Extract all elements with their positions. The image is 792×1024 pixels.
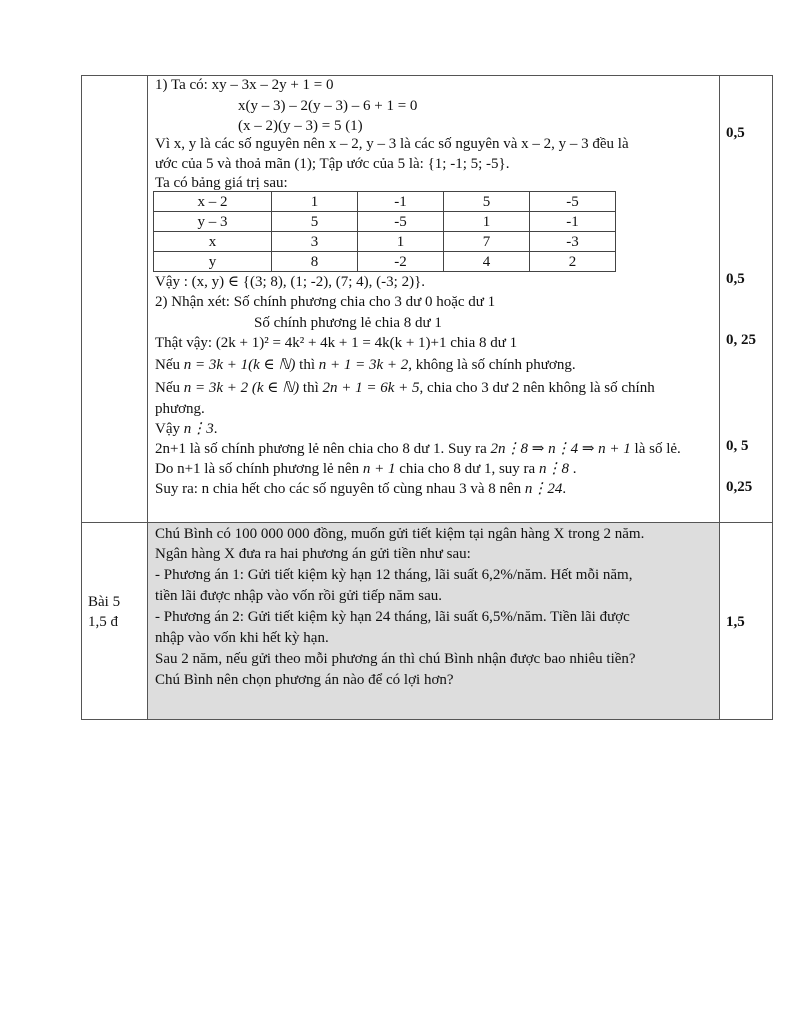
p2-line3: Thật vậy: (2k + 1)² = 4k² + 4k + 1 = 4k(k + 1)+1 chia 8 dư 1 — [155, 335, 518, 351]
table-row — [154, 212, 616, 232]
score-item: 0, 5 — [726, 438, 749, 454]
bai5-line: - Phương án 1: Gửi tiết kiệm kỳ hạn 12 tháng, lãi suất 6,2%/năm. Hết mỗi năm, — [155, 567, 633, 583]
bai5-points: 1,5 đ — [88, 614, 118, 630]
p1-line4: Vì x, y là các số nguyên nên x – 2, y – 3 là các số nguyên và x – 2, y – 3 đều là — [155, 136, 629, 152]
table-cell: 1 — [358, 232, 444, 252]
score-item: 0, 25 — [726, 332, 756, 348]
p1-line6: Ta có bảng giá trị sau: — [155, 175, 288, 191]
bai5-line: Ngân hàng X đưa ra hai phương án gửi tiền như sau: — [155, 546, 471, 562]
p1-conclusion: Vậy : (x, y) ∈ {(3; 8), (1; -2), (7; 4), (-3; 2)}. — [155, 274, 426, 290]
p2-line1: 2) Nhận xét: Số chính phương chia cho 3 dư 0 hoặc dư 1 — [155, 294, 496, 310]
bai5-line: - Phương án 2: Gửi tiết kiệm kỳ hạn 24 tháng, lãi suất 6,5%/năm. Tiền lãi được — [155, 609, 630, 625]
column-divider-1 — [147, 76, 148, 719]
table-cell: 1 — [444, 212, 530, 232]
bai5-label: Bài 5 — [88, 594, 121, 610]
table-cell: 5 — [444, 192, 530, 212]
row-divider — [82, 522, 772, 523]
p2-line2: Số chính phương lẻ chia 8 dư 1 — [254, 315, 442, 331]
p1-line2: x(y – 3) – 2(y – 3) – 6 + 1 = 0 — [238, 98, 418, 114]
p2-line4: Nếu n = 3k + 1(k ∈ ℕ) thì n + 1 = 3k + 2, không là số chính phương. — [155, 357, 576, 373]
p1-line5: ước của 5 và thoả mãn (1); Tập ước của 5 là: {1; -1; 5; -5}. — [155, 156, 510, 172]
column-divider-2 — [719, 76, 720, 719]
p2-line8: 2n+1 là số chính phương lẻ nên chia cho 8 dư 1. Suy ra 2n⋮8 ⇒ n⋮4 ⇒ n + 1 là số lẻ. — [155, 441, 681, 457]
table-row — [154, 252, 616, 272]
table-cell: -1 — [530, 212, 616, 232]
table-cell: x – 2 — [154, 192, 272, 212]
p2-line9: Do n+1 là số chính phương lẻ nên n + 1 chia cho 8 dư 1, suy ra n⋮8 . — [155, 461, 577, 477]
table-cell: 1 — [272, 192, 358, 212]
p1-line3: (x – 2)(y – 3) = 5 (1) — [238, 118, 363, 134]
bai5-score: 1,5 — [726, 614, 745, 630]
table-cell: -3 — [530, 232, 616, 252]
bai5-line: Sau 2 năm, nếu gửi theo mỗi phương án thì chú Bình nhận được bao nhiêu tiền? — [155, 651, 636, 667]
table-cell: y – 3 — [154, 212, 272, 232]
p2-line6: phương. — [155, 401, 205, 417]
value-table — [153, 191, 616, 272]
table-row — [154, 232, 616, 252]
table-cell: 2 — [530, 252, 616, 272]
bai5-line: Chú Bình có 100 000 000 đồng, muốn gửi tiết kiệm tại ngân hàng X trong 2 năm. — [155, 526, 645, 542]
table-cell: 4 — [444, 252, 530, 272]
table-cell: -5 — [530, 192, 616, 212]
bai5-line: tiền lãi được nhập vào vốn rồi gửi tiếp năm sau. — [155, 588, 443, 604]
table-cell: -2 — [358, 252, 444, 272]
p2-line5: Nếu n = 3k + 2 (k ∈ ℕ) thì 2n + 1 = 6k + 5, chia cho 3 dư 2 nên không là số chính — [155, 380, 655, 396]
table-cell: y — [154, 252, 272, 272]
table-cell: 3 — [272, 232, 358, 252]
p2-line7: Vậy n⋮3. — [155, 421, 218, 437]
table-cell: x — [154, 232, 272, 252]
table-cell: -5 — [358, 212, 444, 232]
p2-line10: Suy ra: n chia hết cho các số nguyên tố cùng nhau 3 và 8 nên n⋮24. — [155, 481, 567, 497]
table-cell: -1 — [358, 192, 444, 212]
table-row — [154, 192, 616, 212]
bai5-line: nhập vào vốn khi hết kỳ hạn. — [155, 630, 329, 646]
table-cell: 5 — [272, 212, 358, 232]
score-item: 0,5 — [726, 271, 745, 287]
table-cell: 7 — [444, 232, 530, 252]
bai5-line: Chú Bình nên chọn phương án nào để có lợi hơn? — [155, 672, 454, 688]
score-item: 0,25 — [726, 479, 753, 495]
p1-line1: 1) Ta có: xy – 3x – 2y + 1 = 0 — [155, 77, 334, 93]
score-item: 0,5 — [726, 125, 745, 141]
table-cell: 8 — [272, 252, 358, 272]
